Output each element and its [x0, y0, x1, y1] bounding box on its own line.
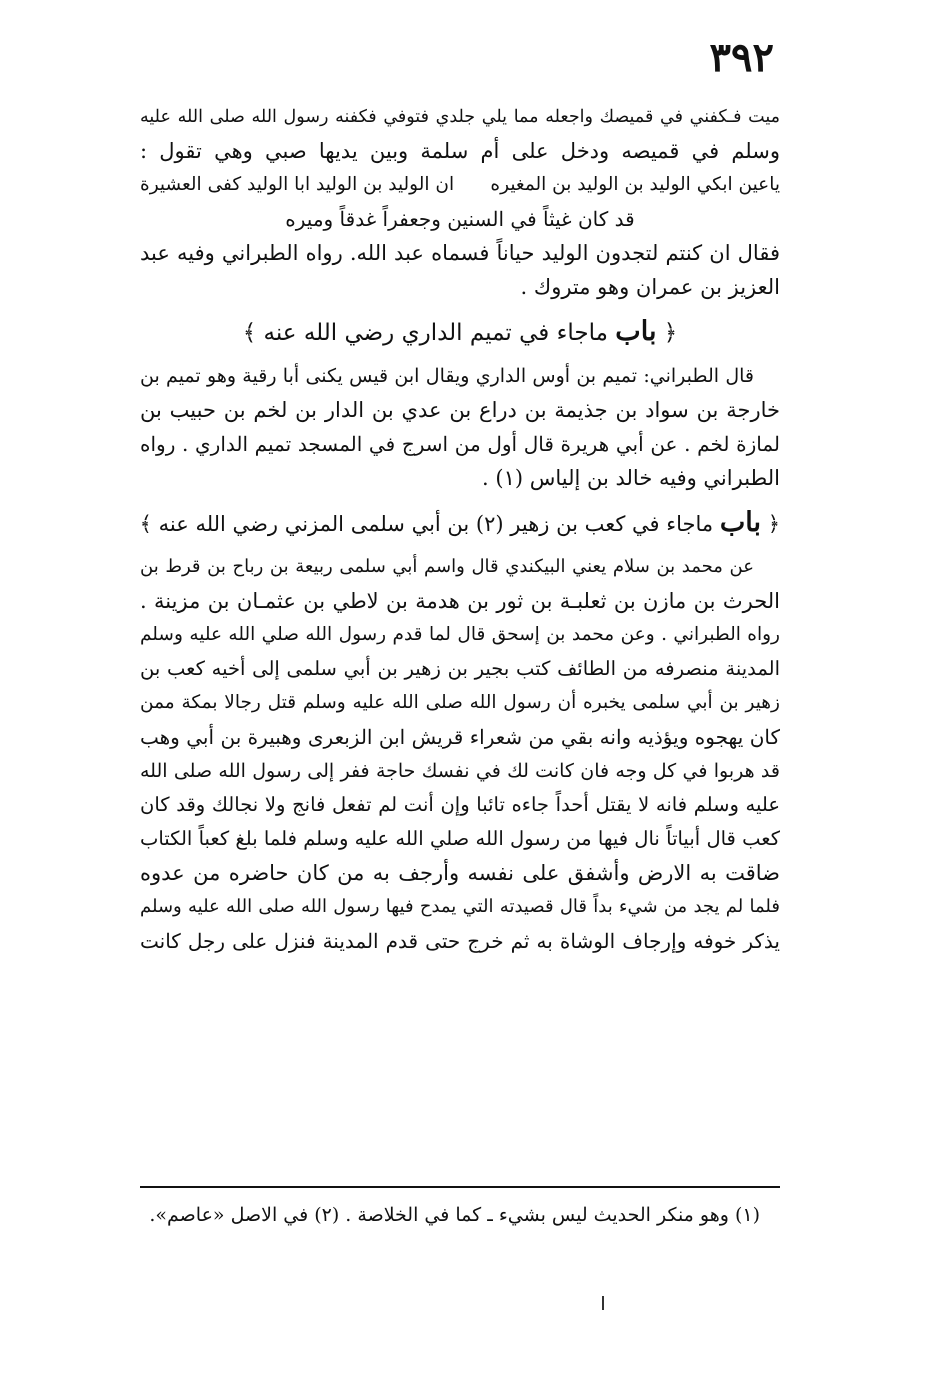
footnote: (١) وهو منكر الحديث ليس بشيء ـ كما في الخلاصة . (٢) في الاصل «عاصم». — [149, 1204, 760, 1226]
heading-title: ماجاء في كعب بن زهير (٢) بن أبي سلمى المزني رضي الله عنه — [158, 512, 714, 536]
paragraph-3 — [140, 359, 780, 495]
text-line: يذكر خوفه وإرجاف الوشاة به ثم خرج حتى قدم المدينة فنزل على رجل كانت — [140, 929, 780, 953]
heading-title: ماجاء في تميم الداري رضي الله عنه — [263, 320, 608, 346]
text-line: قال الطبراني: تميم بن أوس الداري ويقال ابن قيس يكنى أبا رقية وهو تميم بن — [140, 365, 754, 387]
text-line: لمازة لخم . عن أبي هريرة قال أول من اسرج في المسجد تميم الداري . رواه — [140, 432, 780, 456]
print-speck — [602, 1296, 604, 1310]
text-line: ضاقت به الارض وأشفق على نفسه وأرجف به من كان حاضره من عدوه — [140, 861, 780, 885]
text-line: كعب قال أبياتاً نال فيها من رسول الله صلي الله عليه وسلم فلما بلغ كعباً الكتاب — [140, 827, 780, 850]
poem-verse-2: قد كان غيثاً في السنين وجعفراً غدقاً وميره — [285, 207, 635, 231]
main-text — [140, 100, 780, 958]
text-line: وسلم في قميصه ودخل على أم سلمة وبين يديها صبي وهي تقول : — [140, 139, 780, 163]
text-line: خارجة بن سواد بن جذيمة بن دراع بن عدي بن الدار بن لخم بن حبيب بن — [140, 398, 780, 422]
poem-hemistich-right: ياعين ابكي الوليد بن الوليد بن المغيره — [490, 174, 780, 195]
text-line: المدينة منصرفه من الطائف كتب بجير بن زهير بن أبي سلمى إلى أخيه كعب بن — [140, 657, 780, 680]
paragraph-2 — [140, 236, 780, 304]
chapter-heading-kaab — [140, 501, 780, 546]
poem — [140, 168, 780, 236]
ornament-bracket-open: ﴿ — [663, 320, 678, 346]
paragraph-1 — [140, 100, 780, 168]
text-line: عن محمد بن سلام يعني البيكندي قال واسم أبي سلمى ربيعة بن رباح بن قرط بن — [140, 556, 754, 577]
poem-hemistich-left: ان الوليد بن الوليد ابا الوليد كفى العشيرة — [140, 174, 455, 195]
ornament-bracket-close: ﴾ — [139, 512, 152, 536]
ornament-bracket-close: ﴾ — [242, 320, 257, 346]
page-number: ٣٩٢ — [709, 34, 774, 81]
text-line: العزيز بن عمران وهو متروك . — [520, 275, 780, 299]
ornament-bracket-open: ﴿ — [767, 512, 780, 536]
text-line: زهير بن أبي سلمى يخبره أن رسول الله صلى الله عليه وسلم قتل رجالا بمكة ممن — [140, 692, 780, 713]
heading-bab: باب — [615, 316, 657, 347]
text-line: فقال ان كنتم لتجدون الوليد حياناً فسماه عبد الله. رواه الطبراني وفيه عبد — [140, 241, 780, 265]
text-line: الحرث بن مازن بن ثعلبـة بن ثور بن هدمة بن لاطي بن عثمـان بن مزينة . — [140, 589, 780, 613]
heading-bab: باب — [719, 507, 761, 538]
text-line: فلما لم يجد من شيء بداً قال قصيدته التي يمدح فيها رسول الله صلى الله عليه وسلم — [140, 896, 780, 917]
chapter-heading-tamim — [140, 310, 780, 355]
paragraph-4 — [140, 550, 780, 958]
poem-verse-1 — [140, 168, 780, 202]
text-line: الطبراني وفيه خالد بن إلياس (١) . — [482, 466, 780, 490]
text-line: رواه الطبراني . وعن محمد بن إسحق قال لما قدم رسول الله صلي الله عليه وسلم — [140, 624, 780, 645]
text-line: ميت فـكفني في قميصك واجعله مما يلي جلدي فتوفي فكفنه رسول الله صلى الله عليه — [140, 107, 780, 127]
text-line: قد هربوا في كل وجه فان كانت لك في نفسك حاجة ففر إلى رسول الله صلى الله — [140, 760, 780, 782]
text-line: كان يهجوه ويؤذيه وانه بقي من شعراء قريش ابن الزبعرى وهبيرة بن أبي وهب — [140, 725, 780, 749]
text-line: عليه وسلم فانه لا يقتل أحداً جاءه تائبا وإن أنت لم تفعل فانج ولا نجالك وقد كان — [140, 793, 780, 816]
footnote-divider — [140, 1186, 780, 1188]
